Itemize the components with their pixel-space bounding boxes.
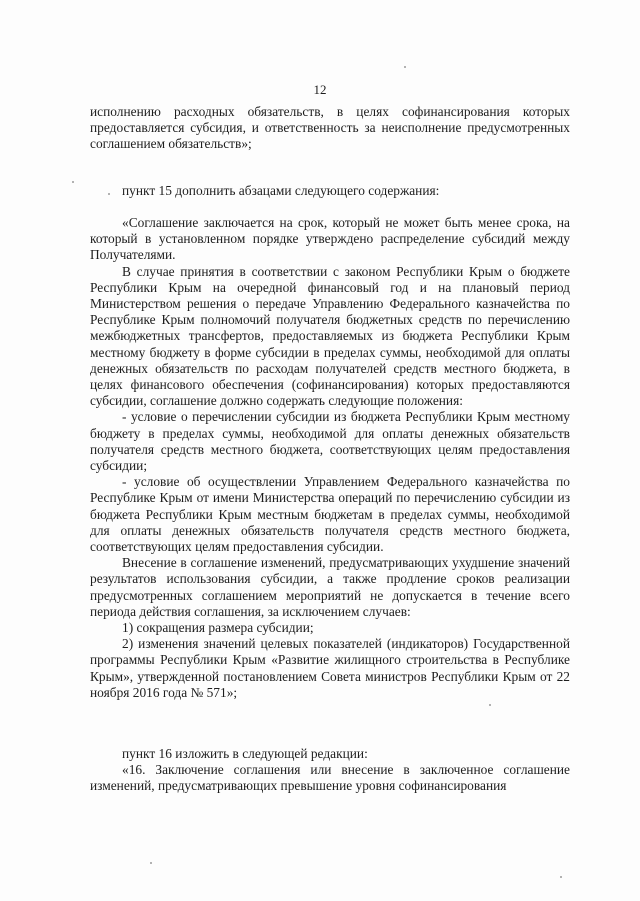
paragraph: пункт 16 изложить в следующей редакции: [122,746,368,761]
paragraph: - условие об осуществлении Управлением Федерального казначейства по Республике Крым от имени Министерства операций по перечислению субсидии из бюджета Республики Крым местным бюджетам в пределах суммы, необходимой для оплаты денежных обязательств получателя средств местного бюджета, соответствующих целям предоставления субсидии. [90,474,570,555]
scan-speck [489,704,491,706]
paragraph-block-2 [90,183,570,199]
paragraph: 2) изменения значений целевых показателей (индикаторов) Государственной программы Республики Крым «Развитие жилищного строительства в Республике Крым», утвержденной постановлением Совета министров Республики Крым от 22 ноября 2016 года № 571»; [90,636,570,700]
page-number: 12 [313,82,327,97]
scan-speck [404,66,406,68]
paragraph: Внесение в соглашение изменений, предусматривающих ухудшение значений результатов использования субсидии, а также продление сроков реализации предусмотренных соглашением мероприятий не допускается в течение всего периода действия соглашения, за исключением случаев: [90,555,570,619]
scan-speck [72,181,74,183]
paragraph: В случае принятия в соответствии с законом Республики Крым о бюджете Республики Крым на очередной финансовый год и на плановый период Министерством решения о передаче Управлению Федерального казначейства по Республике Крым полномочий получателя бюджетных средств по перечислению межбюджетных трансфертов, предоставляемых из бюджета Республики Крым местному бюджету в форме субсидии в пределах суммы, необходимой для оплаты денежных обязательств по расходам получателей средств местного бюджета, в целях финансового обеспечения (софинансирования) которых предоставляются субсидии, соглашение должно содержать следующие положения: [90,263,570,409]
paragraph-block-3 [90,215,570,701]
scan-speck [150,862,152,864]
paragraph: «16. Заключение соглашения или внесение в заключенное соглашение изменений, предусматривающих превышение уровня софинансирования [90,762,570,794]
paragraph: 1) сокращения размера субсидии; [122,620,314,636]
paragraph-block-1 [90,104,570,153]
paragraph: «Соглашение заключается на срок, который не может быть менее срока, на который в установленном порядке утверждено распределение субсидий между Получателями. [90,215,570,263]
scan-speck [560,876,562,878]
paragraph: пункт 15 дополнить абзацами следующего содержания: [122,183,440,198]
paragraph-block-4 [90,746,570,795]
paragraph: - условие о перечислении субсидии из бюджета Республики Крым местному бюджету в пределах суммы, необходимой для оплаты денежных обязательств получателя средств местного бюджета, соответствующих целям предоставления субсидии; [90,409,570,474]
scan-speck [108,193,110,195]
paragraph: исполнению расходных обязательств, в целях софинансирования которых предоставляется субсидия, и ответственность за неисполнение предусмотренных соглашением обязательств»; [90,104,570,152]
